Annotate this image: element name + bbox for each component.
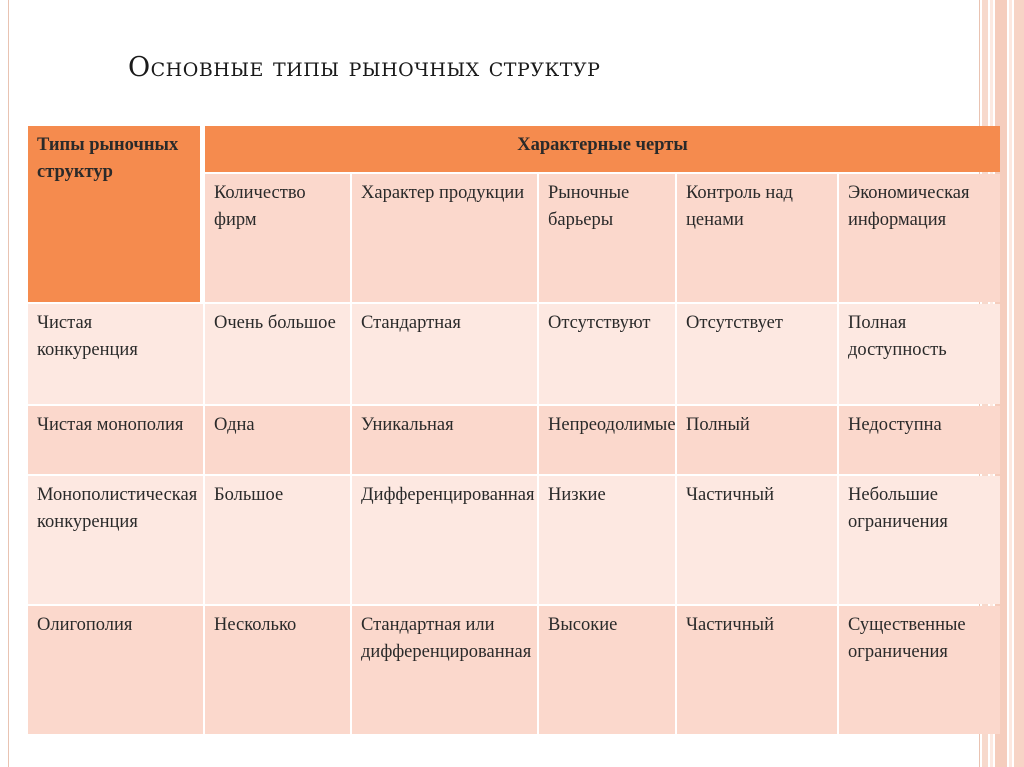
table-cell: Низкие bbox=[539, 476, 675, 604]
column-header: Количество фирм bbox=[205, 174, 350, 302]
column-header: Рыночные барьеры bbox=[539, 174, 675, 302]
table-cell: Дифференцированная bbox=[352, 476, 537, 604]
table-cell: Частичный bbox=[677, 606, 837, 734]
table-cell: Недоступна bbox=[839, 406, 1000, 474]
table-cell: Отсутствует bbox=[677, 304, 837, 404]
row-type: Чистая монополия bbox=[28, 406, 203, 474]
table-cell: Высокие bbox=[539, 606, 675, 734]
table-cell: Непреодолимые bbox=[539, 406, 675, 474]
column-header: Контроль над ценами bbox=[677, 174, 837, 302]
table-cell: Существенные ограничения bbox=[839, 606, 1000, 734]
table-cell: Очень большое bbox=[205, 304, 350, 404]
decorative-band bbox=[1009, 0, 1012, 767]
table-cell: Частичный bbox=[677, 476, 837, 604]
table-cell: Одна bbox=[205, 406, 350, 474]
row-type: Олигополия bbox=[28, 606, 203, 734]
table-cell: Стандартная или дифференцированная bbox=[352, 606, 537, 734]
column-header: Экономическая информация bbox=[839, 174, 1000, 302]
table-cell: Уникальная bbox=[352, 406, 537, 474]
table-row bbox=[28, 606, 1000, 734]
page-title: Основные типы рыночных структур bbox=[128, 52, 601, 83]
table-cell: Несколько bbox=[205, 606, 350, 734]
header-row bbox=[28, 126, 1000, 172]
table-cell: Полная доступность bbox=[839, 304, 1000, 404]
column-header: Характер продукции bbox=[352, 174, 537, 302]
table-row bbox=[28, 304, 1000, 404]
market-structures-table bbox=[26, 124, 1002, 736]
table-cell: Полный bbox=[677, 406, 837, 474]
table-cell: Большое bbox=[205, 476, 350, 604]
table-row bbox=[28, 476, 1000, 604]
corner-header: Типы рыночных структур bbox=[28, 126, 203, 302]
table-cell: Отсутствуют bbox=[539, 304, 675, 404]
table-cell: Небольшие ограничения bbox=[839, 476, 1000, 604]
features-header: Характерные черты bbox=[205, 126, 1000, 172]
table-row bbox=[28, 406, 1000, 474]
row-type: Чистая конкуренция bbox=[28, 304, 203, 404]
decorative-band bbox=[1014, 0, 1024, 767]
table-cell: Стандартная bbox=[352, 304, 537, 404]
row-type: Монополистическая конкуренция bbox=[28, 476, 203, 604]
